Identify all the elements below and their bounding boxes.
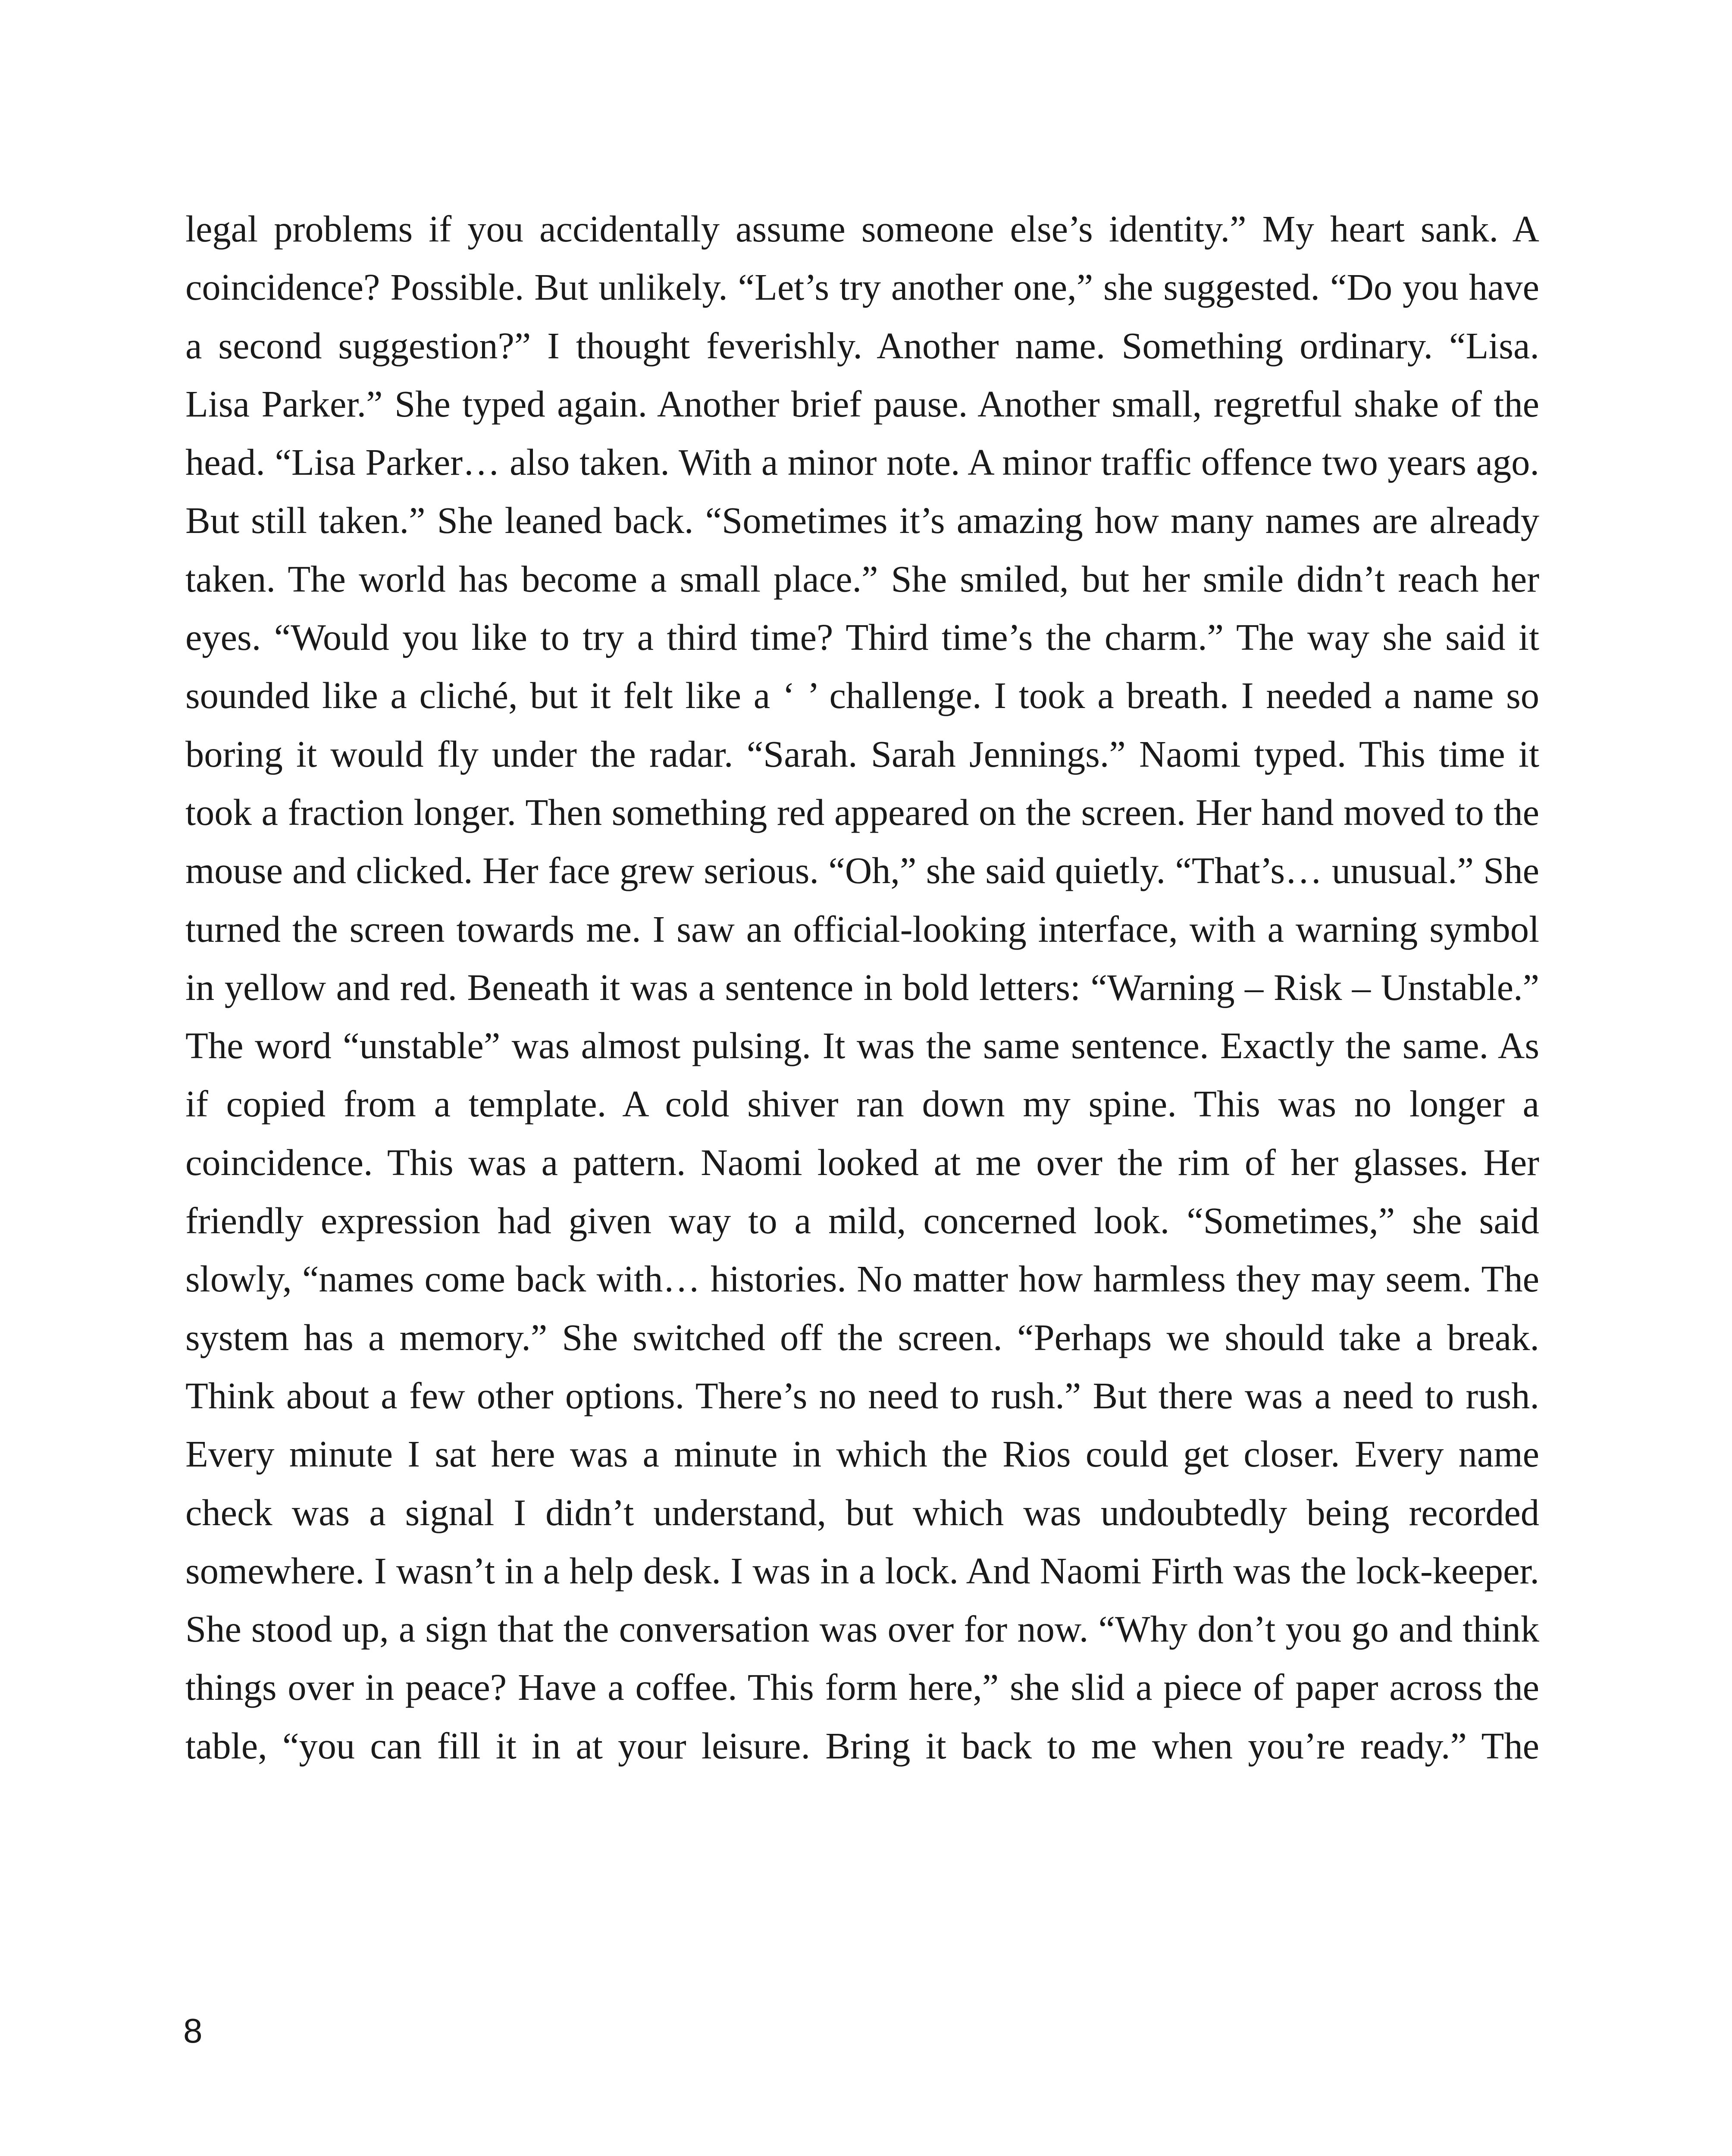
body-text: legal problems if you accidentally assume someone else’s identity.” My heart sank. A coincidence? Possible. But unlikely. “Let’s try another one,” she suggested. “Do you have a second suggestion?” I thought feverishly. Another name. Something ordinary. “Lisa. Lisa Parker.” She typed again. Another brief pause. Another small, regretful shake of the head. “Lisa Parker… also taken. With a minor note. A minor traffic offence two years ago. But still taken.” She leaned back. “Sometimes it’s amazing how many names are already taken. The world has become a small place.” She smiled, but her smile didn’t reach her eyes. “Would you like to try a third time? Third time’s the charm.” The way she said it sounded like a cliché, but it felt like a ‘ ’ challenge. I took a breath. I needed a name so boring it would fly under the radar. “Sarah. Sarah Jennings.” Naomi typed. This time it took a fraction longer. Then something red appeared on the screen. Her hand moved to the mouse and clicked. Her face grew serious. “Oh,” she said quietly. “That’s… unusual.” She turned the screen towards me. I saw an official-looking interface, with a warning symbol in yellow and red. Beneath it was a sentence in bold letters: “Warning – Risk – Unstable.” The word “unstable” was almost pulsing. It was the same sentence. Exactly the same. As if copied from a template. A cold shiver ran down my spine. This was no longer a coincidence. This was a pattern. Naomi looked at me over the rim of her glasses. Her friendly expression had given way to a mild, concerned look. “Sometimes,” she said slowly, “names come back with… histories. No matter how harmless they may seem. The system has a memory.” She switched off the screen. “Perhaps we should take a break. Think about a few other options. There’s no need to rush.” But there was a need to rush. Every minute I sat here was a minute in which the Rios could get closer. Every name check was a signal I didn’t understand, but which was undoubtedly being recorded somewhere. I wasn’t in a help desk. I was in a lock. And Naomi Firth was the lock-keeper. She stood up, a sign that the conversation was over for now. “Why don’t you go and think things over in peace? Have a coffee. This form here,” she slid a piece of paper across the table, “you can fill it in at your leisure. Bring it back to me when you’re ready.” The [185, 208, 1539, 1767]
page-number: 8 [183, 2012, 203, 2050]
